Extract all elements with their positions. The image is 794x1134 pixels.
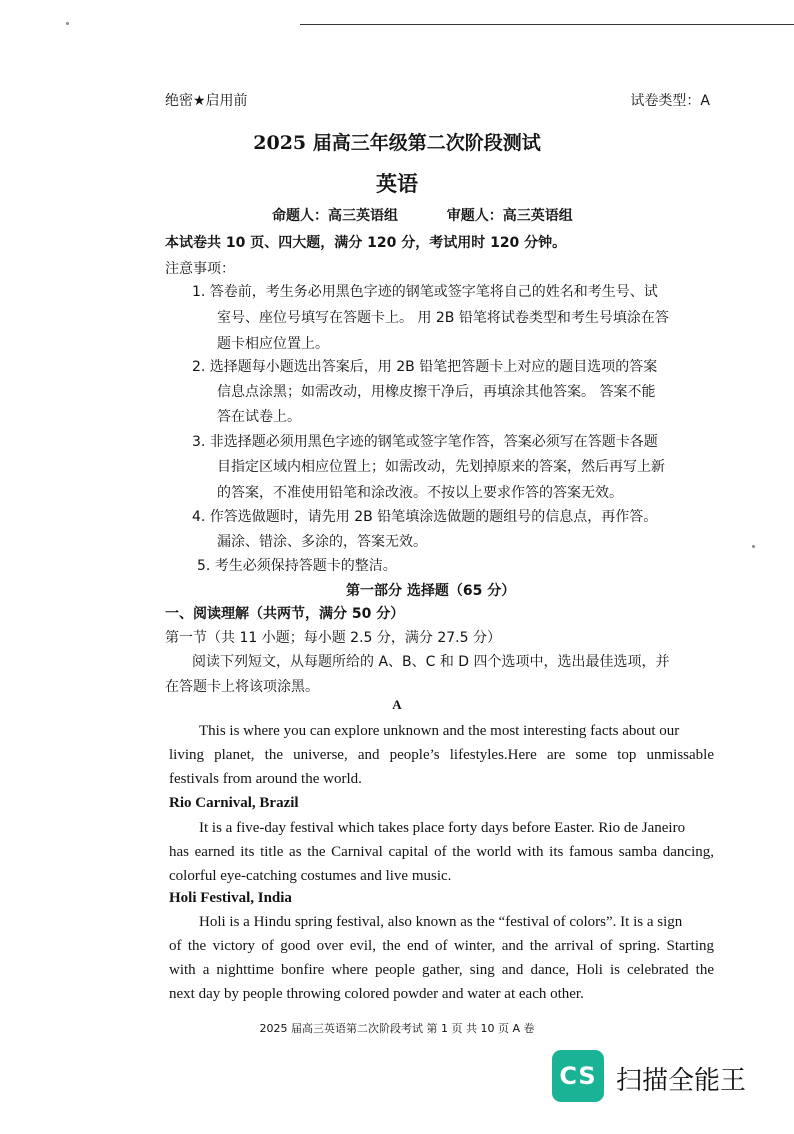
exam-summary: 本试卷共 10 页、四大题，满分 120 分，考试用时 120 分钟。 [165, 235, 567, 251]
page-footer: 2025 届高三英语第二次阶段考试 第 1 页 共 10 页 A 卷 [259, 1022, 535, 1035]
note-line: 4. 作答选做题时，请先用 2B 铅笔填涂选做题的题组号的信息点，再作答。 [192, 509, 658, 525]
holi-heading: Holi Festival, India [169, 890, 292, 906]
section-heading: 一、阅读理解（共两节，满分 50 分） [165, 606, 405, 622]
note-line: 题卡相应位置上。 [217, 336, 329, 352]
subject-title: 英语 [376, 172, 418, 196]
notes-heading: 注意事项： [165, 261, 235, 277]
note-line: 室号、座位号填写在答题卡上。 用 2B 铅笔将试卷类型和考生号填涂在答 [217, 310, 669, 326]
passage-line: Holi is a Hindu spring festival, also known as the “festival of colors”. It is a sign [199, 914, 683, 930]
passage-line: colorful eye-catching costumes and live music. [169, 868, 452, 884]
rio-heading: Rio Carnival, Brazil [169, 795, 299, 811]
paper-type-label: 试卷类型：A [630, 93, 710, 109]
note-line: 信息点涂黑；如需改动，用橡皮擦干净后，再填涂其他答案。 答案不能 [217, 384, 656, 400]
note-line: 的答案，不准使用铅笔和涂改液。不按以上要求作答的答案无效。 [217, 485, 623, 501]
authors-line: 命题人：高三英语组 审题人：高三英语组 [272, 208, 573, 224]
note-line: 1. 答卷前，考生务必用黑色字迹的钢笔或签字笔将自己的姓名和考生号、试 [192, 284, 658, 300]
subsection-heading: 第一节（共 11 小题；每小题 2.5 分，满分 27.5 分） [165, 630, 501, 646]
note-line: 2. 选择题每小题选出答案后，用 2B 铅笔把答题卡上对应的题目选项的答案 [192, 359, 658, 375]
instruction-line: 在答题卡上将该项涂黑。 [165, 679, 319, 695]
passage-line: festivals from around the world. [169, 771, 362, 787]
passage-label: A [392, 697, 402, 712]
scan-speck [66, 22, 69, 25]
camscanner-logo [552, 1050, 604, 1102]
camscanner-logo-text: CS [559, 1062, 597, 1090]
passage-line: living planet, the universe, and people’s lifestyles.Here are some top unmissable [169, 747, 714, 763]
instruction-line: 阅读下列短文，从每题所给的 A、B、C 和 D 四个选项中，选出最佳选项，并 [192, 654, 670, 670]
passage-line: next day by people throwing colored powder and water at each other. [169, 986, 584, 1002]
passage-line: has earned its title as the Carnival capital of the world with its famous samba dancing, [169, 844, 714, 860]
camscanner-name: 扫描全能王 [616, 1066, 747, 1096]
confidential-label: 绝密★启用前 [165, 93, 248, 109]
note-line: 3. 非选择题必须用黑色字迹的钢笔或签字笔作答，答案必须写在答题卡各题 [192, 434, 658, 450]
exam-title: 2025 届高三年级第二次阶段测试 [253, 132, 541, 154]
note-line: 目指定区域内相应位置上；如需改动，先划掉原来的答案，然后再写上新 [217, 459, 665, 475]
part1-heading: 第一部分 选择题（65 分） [346, 583, 516, 599]
scan-speck [752, 545, 755, 548]
passage-line: It is a five-day festival which takes place forty days before Easter. Rio de Janeiro [199, 820, 686, 836]
passage-line: with a nighttime bonfire where people gather, sing and dance, Holi is celebrated the [169, 962, 714, 978]
note-line: 漏涂、错涂、多涂的，答案无效。 [217, 534, 427, 550]
passage-line: This is where you can explore unknown and the most interesting facts about our [199, 723, 680, 739]
top-rule [300, 24, 794, 25]
note-line: 5. 考生必须保持答题卡的整洁。 [197, 558, 397, 574]
note-line: 答在试卷上。 [217, 409, 301, 425]
passage-line: of the victory of good over evil, the end of winter, and the arrival of spring. Starting [169, 938, 714, 954]
